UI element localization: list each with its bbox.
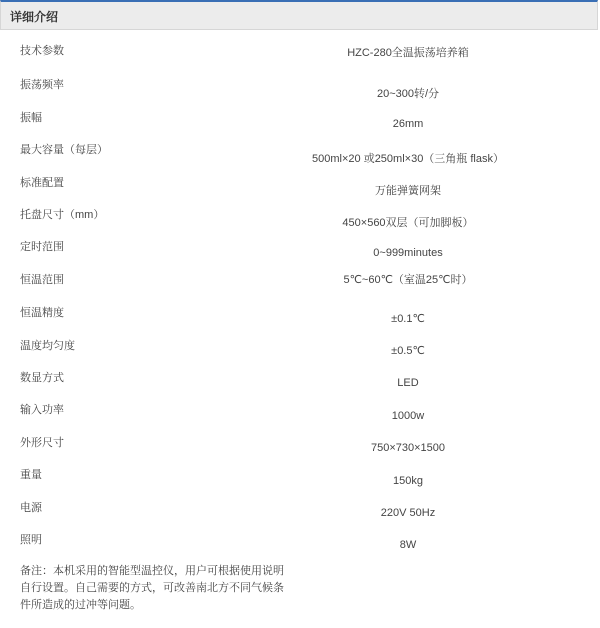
spec-label: 托盘尺寸（mm）	[20, 209, 105, 221]
spec-label: 标准配置	[20, 177, 64, 189]
spec-label: 技术参数	[20, 45, 64, 57]
spec-value: HZC-280全温振荡培养箱	[347, 47, 469, 59]
spec-value: 750×730×1500	[370, 442, 446, 454]
spec-value: 5℃~60℃（室温25℃时）	[343, 274, 473, 286]
spec-label: 恒温范围	[20, 274, 64, 286]
spec-label: 温度均匀度	[20, 340, 75, 352]
spec-label: 照明	[20, 534, 42, 546]
spec-value: 150kg	[393, 475, 423, 487]
spec-value: LED	[397, 377, 419, 389]
spec-value: 500ml×20 或250ml×30（三角瓶 flask）	[312, 153, 504, 165]
spec-value: 万能弹簧网架	[375, 185, 441, 197]
spec-value: 20~300转/分	[376, 88, 440, 100]
spec-label: 外形尺寸	[20, 437, 64, 449]
spec-value: 0~999minutes	[373, 247, 443, 259]
spec-value: ±0.5℃	[391, 345, 425, 357]
spec-label: 定时范围	[20, 241, 64, 253]
spec-label: 重量	[20, 469, 42, 481]
spec-value: 26mm	[392, 118, 424, 130]
section-title: 详细介绍	[10, 10, 59, 24]
spec-value: 450×560双层（可加脚板）	[342, 217, 474, 229]
spec-label: 振荡频率	[20, 79, 64, 91]
spec-label: 最大容量（每层）	[20, 144, 108, 156]
spec-value: 8W	[399, 539, 417, 551]
spec-value: 1000w	[391, 410, 425, 422]
spec-label: 输入功率	[20, 404, 64, 416]
spec-label: 电源	[20, 502, 42, 514]
spec-value: ±0.1℃	[391, 313, 425, 325]
spec-label: 数显方式	[20, 372, 64, 384]
remark-note: 备注：本机采用的智能型温控仪，用户可根据使用说明自行设置。自己需要的方式，可改善南北方不同气候条件所造成的过冲等问题。	[20, 565, 284, 611]
spec-label: 恒温精度	[20, 307, 64, 319]
spec-value: 220V 50Hz	[380, 507, 436, 519]
spec-label: 振幅	[20, 112, 42, 124]
